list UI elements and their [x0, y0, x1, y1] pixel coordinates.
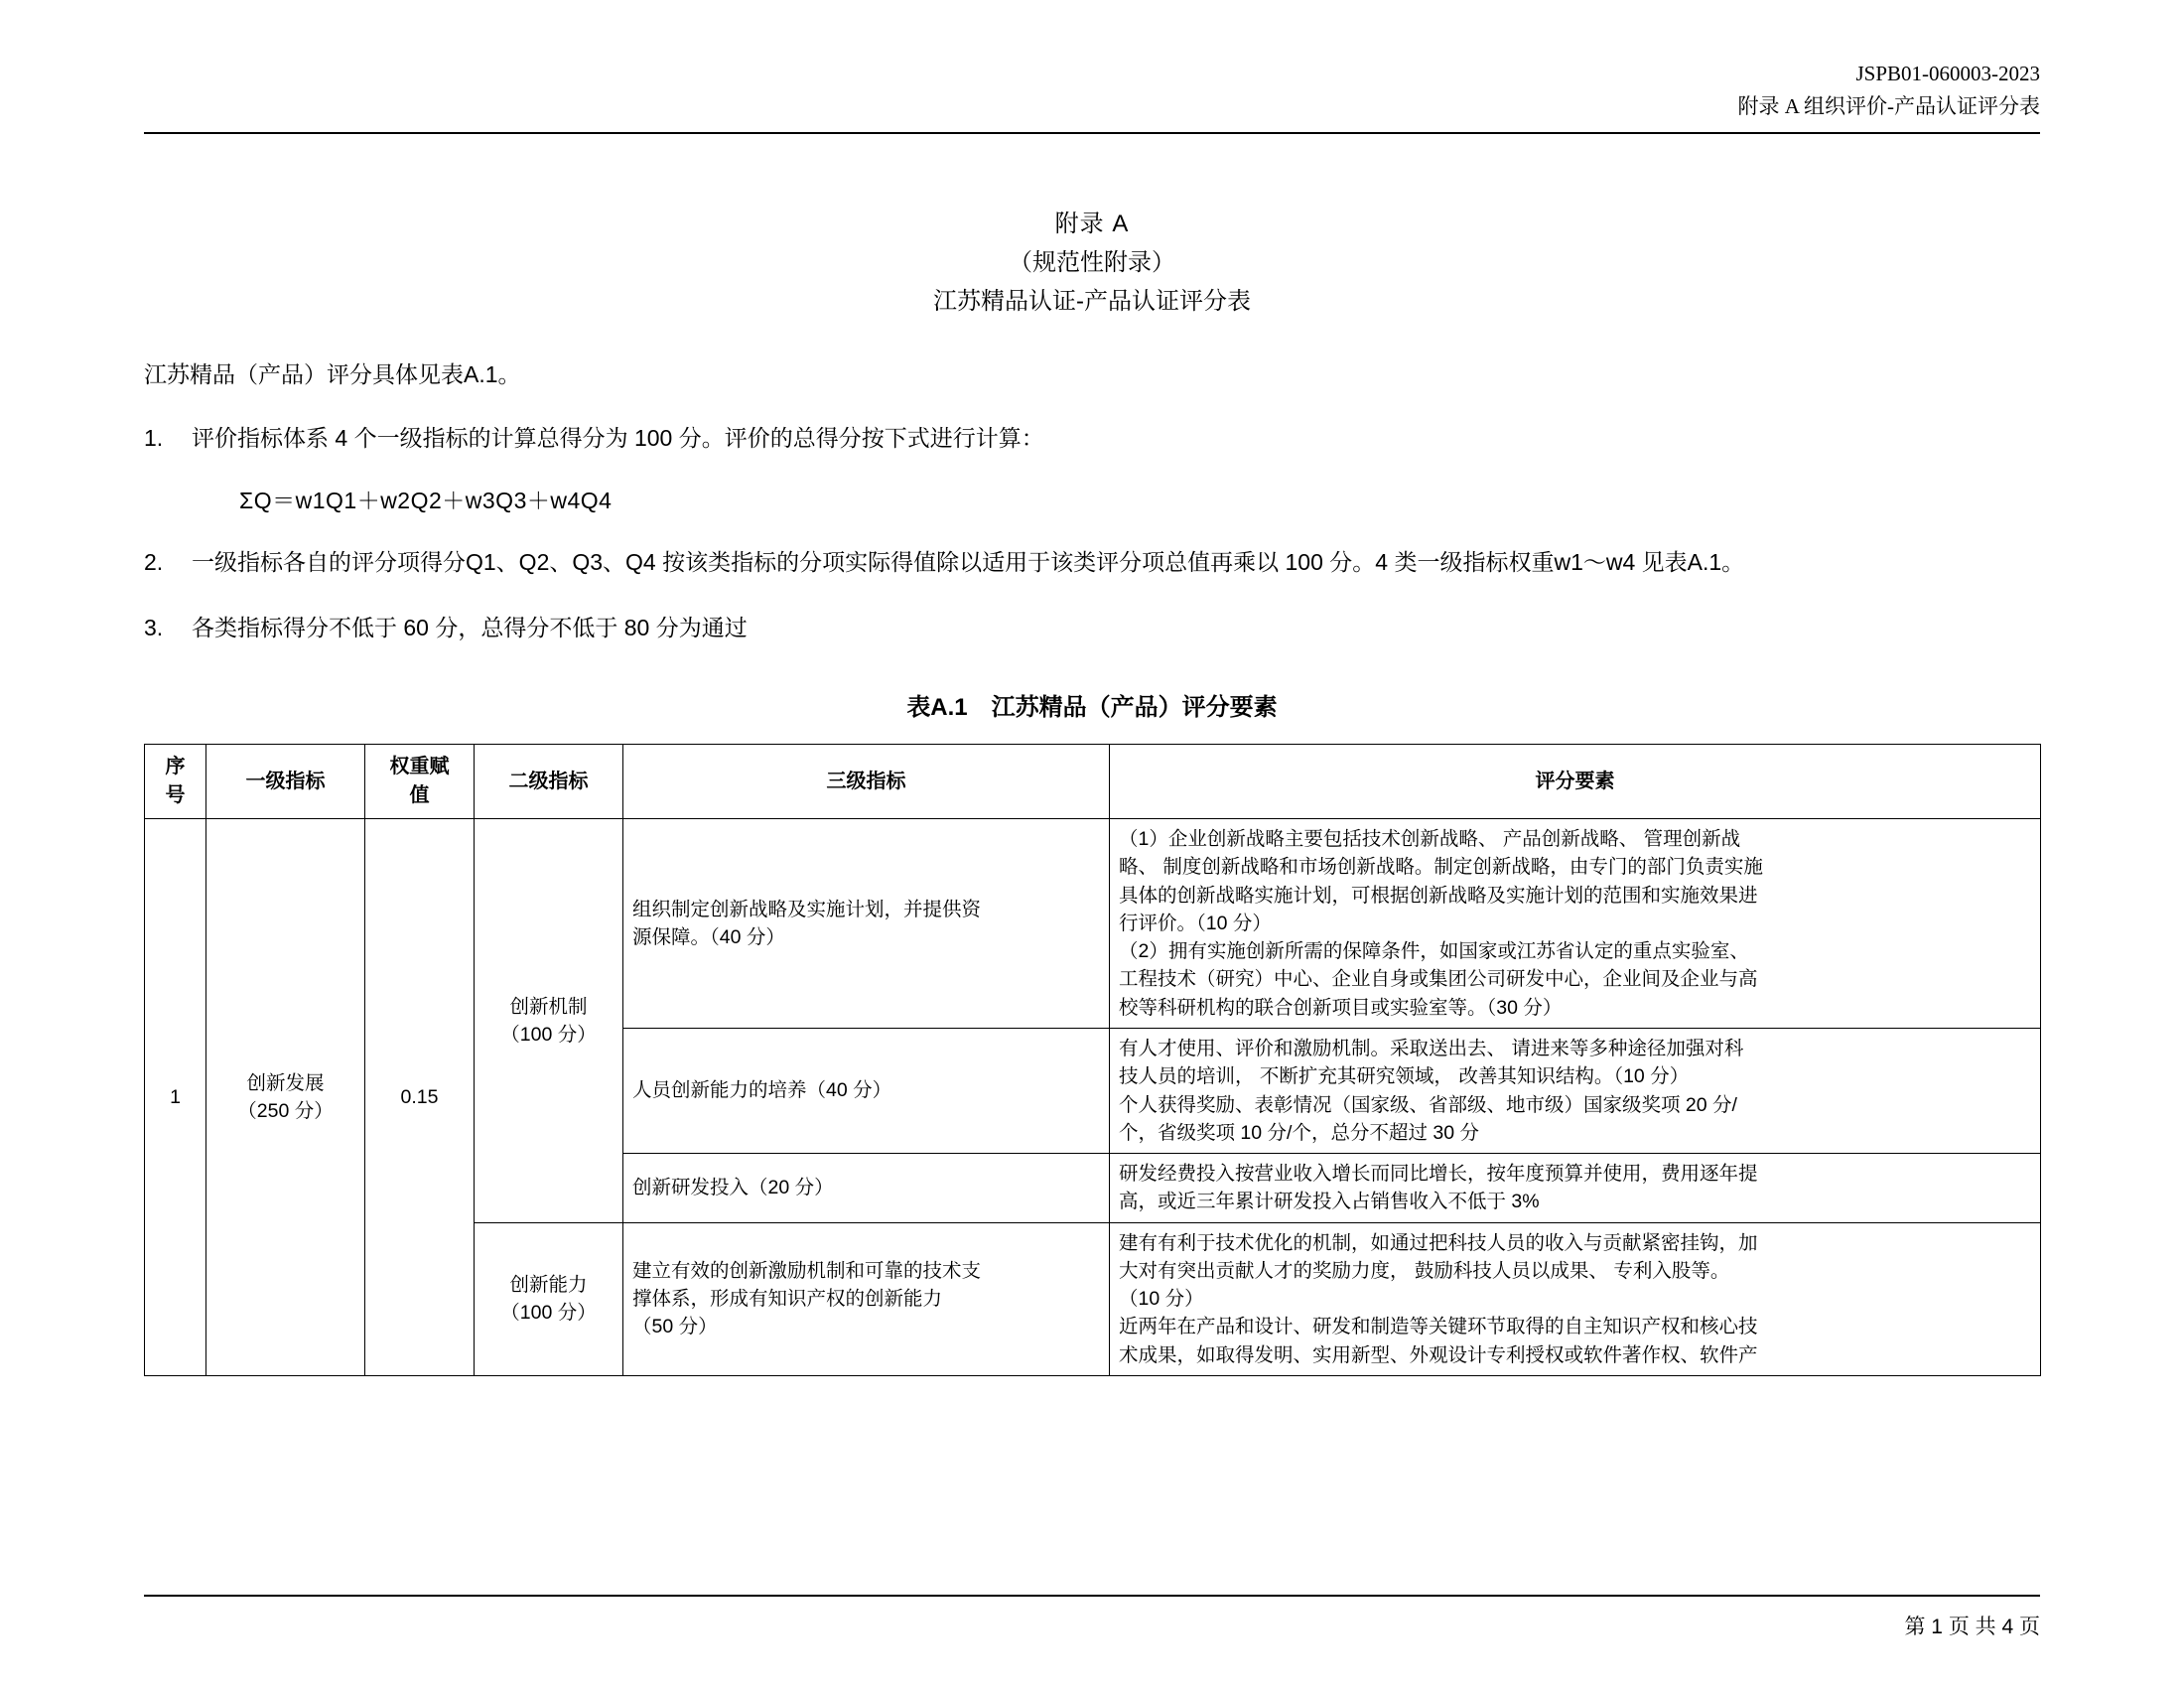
cell-level2-a-line1: 创新机制: [509, 995, 588, 1018]
table-caption: 表A.1 江苏精品（产品）评分要素: [906, 694, 1278, 722]
cell-level3-strategy: [623, 819, 1110, 1029]
cell-level1-line1: 创新发展: [246, 1071, 325, 1094]
intro-item-1-text: 评价指标体系 4 个一级指标的计算总得分为 100 分。评价的总得分按下式进行计算：: [192, 425, 1044, 452]
cell-elements-2-line4: 个，省级奖项 10 分/个，总分不超过 30 分: [1119, 1121, 1479, 1144]
cell-level1: [206, 819, 365, 1376]
intro-item-2: [144, 545, 2040, 581]
cell-level3-talent: 人员创新能力的培养（40 分）: [623, 1029, 1110, 1154]
column-header-level3: 三级指标: [623, 745, 1110, 819]
appendix-title-line3: 江苏精品认证-产品认证评分表: [933, 287, 1251, 315]
cell-level2-innovation-capability: [475, 1222, 623, 1375]
column-header-weight-line1: 权重赋: [389, 756, 450, 778]
column-header-seq-line1: 序: [165, 756, 186, 778]
cell-level3-rd-investment: 创新研发投入（20 分）: [623, 1154, 1110, 1223]
header-doc-code: JSPB01-060003-2023: [1855, 62, 2040, 85]
cell-level1-line2: （250 分）: [237, 1100, 334, 1123]
cell-seq: 1: [145, 819, 206, 1376]
cell-elements-4-line2: 大对有突出贡献人才的奖励力度， 鼓励科技人员以成果、 专利入股等。: [1119, 1259, 1730, 1282]
column-header-seq-line2: 号: [165, 784, 186, 807]
cell-elements-1-line6: 工程技术（研究）中心、企业自身或集团公司研发中心，企业间及企业与高: [1119, 968, 1758, 991]
cell-elements-1-line1: （1）企业创新战略主要包括技术创新战略、 产品创新战略、 管理创新战: [1119, 828, 1741, 851]
column-header-seq: [145, 745, 206, 819]
cell-level2-b-line2: （100 分）: [500, 1302, 597, 1325]
cell-elements-2-line2: 技人员的培训， 不断扩充其研究领域， 改善其知识结构。（10 分）: [1119, 1065, 1690, 1088]
appendix-title-line2: （规范性附录）: [1009, 248, 1175, 276]
cell-elements-2-line1: 有人才使用、评价和激励机制。采取送出去、 请进来等多种途径加强对科: [1119, 1038, 1744, 1059]
column-header-weight: [365, 745, 475, 819]
cell-elements-rd-investment: [1110, 1154, 2041, 1223]
intro-item-2-number: 2.: [144, 548, 164, 575]
cell-level2-a-line2: （100 分）: [500, 1023, 597, 1046]
header-doc-subtitle: 附录 A 组织评价-产品认证评分表: [1737, 93, 2040, 118]
table-row: [145, 819, 2041, 1029]
intro-item-2-text: 一级指标各自的评分项得分Q1、Q2、Q3、Q4 按该类指标的分项实际得值除以适用于该类评分项总值再乘以 100 分。4 类一级指标权重w1～w4 见表A.1。: [192, 548, 1745, 575]
cell-level3-1-line1: 组织制定创新战略及实施计划，并提供资: [632, 898, 982, 920]
cell-elements-incentive: [1110, 1222, 2041, 1375]
cell-weight: 0.15: [365, 819, 475, 1376]
column-header-weight-line2: 值: [409, 784, 430, 807]
cell-elements-1-line3: 具体的创新战略实施计划，可根据创新战略及实施计划的范围和实施效果进: [1119, 884, 1758, 907]
intro-lead-text: 江苏精品（产品）评分具体见表A.1。: [144, 360, 521, 387]
footer-divider: [144, 1595, 2040, 1597]
column-header-elements: 评分要素: [1110, 745, 2041, 819]
column-header-level1: 一级指标: [206, 745, 365, 819]
cell-elements-1-line2: 略、 制度创新战略和市场创新战略。制定创新战略，由专门的部门负责实施: [1119, 856, 1763, 879]
cell-elements-talent: [1110, 1029, 2041, 1154]
cell-elements-2-line3: 个人获得奖励、表彰情况（国家级、省部级、地市级）国家级奖项 20 分/: [1119, 1093, 1737, 1116]
cell-elements-4-line5: 术成果，如取得发明、实用新型、外观设计专利授权或软件著作权、软件产: [1119, 1343, 1758, 1366]
cell-elements-3-line2: 高，或近三年累计研发投入占销售收入不低于 3%: [1119, 1191, 1540, 1213]
intro-item-3-text: 各类指标得分不低于 60 分，总得分不低于 80 分为通过: [192, 614, 748, 640]
cell-elements-4-line3: （10 分）: [1119, 1288, 1204, 1311]
intro-item-3-number: 3.: [144, 614, 164, 640]
cell-level3-1-line2: 源保障。（40 分）: [632, 926, 785, 949]
header-divider: [144, 132, 2040, 134]
cell-elements-3-line1: 研发经费投入按营业收入增长而同比增长，按年度预算并使用，费用逐年提: [1119, 1163, 1758, 1186]
cell-level3-4-line3: （50 分）: [632, 1316, 718, 1338]
table-header-row: [145, 745, 2041, 819]
cell-elements-strategy: [1110, 819, 2041, 1029]
cell-elements-4-line4: 近两年在产品和设计、研发和制造等关键环节取得的自主知识产权和核心技: [1119, 1316, 1758, 1338]
cell-level2-b-line1: 创新能力: [509, 1273, 588, 1296]
intro-item-1: [144, 421, 2040, 457]
intro-item-1-number: 1.: [144, 425, 164, 452]
scoring-table: [144, 744, 2041, 1376]
cell-elements-1-line5: （2）拥有实施创新所需的保障条件，如国家或江苏省认定的重点实验室、: [1119, 940, 1749, 963]
page-number: 第 1 页 共 4 页: [1904, 1616, 2040, 1638]
appendix-title-block: [144, 206, 2040, 322]
cell-level3-4-line2: 撑体系，形成有知识产权的创新能力: [632, 1288, 943, 1311]
cell-level3-incentive: [623, 1222, 1110, 1375]
cell-level3-4-line1: 建立有效的创新激励机制和可靠的技术支: [632, 1259, 982, 1282]
cell-level2-innovation-mechanism: [475, 819, 623, 1222]
column-header-level2: 二级指标: [475, 745, 623, 819]
intro-item-3: [144, 611, 2040, 646]
total-score-formula: ΣQ＝w1Q1＋w2Q2＋w3Q3＋w4Q4: [239, 487, 613, 513]
cell-elements-1-line7: 校等科研机构的联合创新项目或实验室等。（30 分）: [1119, 996, 1563, 1019]
page-header: [144, 0, 2040, 122]
cell-elements-4-line1: 建有有利于技术优化的机制，如通过把科技人员的收入与贡献紧密挂钩，加: [1119, 1231, 1758, 1254]
appendix-title-line1: 附录 A: [1054, 211, 1130, 238]
cell-elements-1-line4: 行评价。（10 分）: [1119, 912, 1272, 934]
